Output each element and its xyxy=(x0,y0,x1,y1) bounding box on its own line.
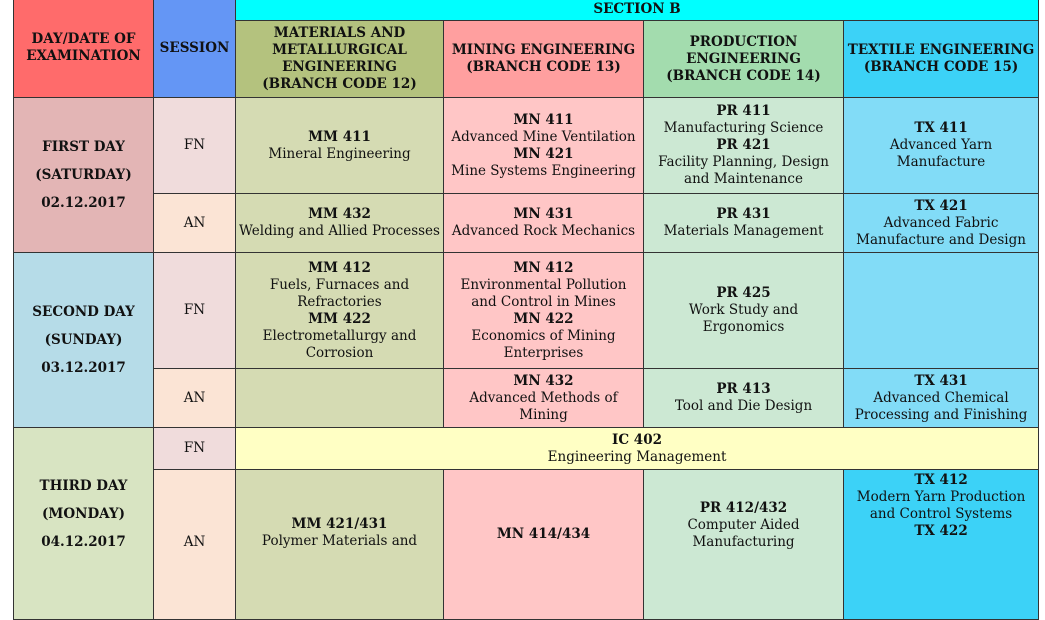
branch-header-mn: MINING ENGINEERING (BRANCH CODE 13) xyxy=(444,21,644,98)
branch-header-tx: TEXTILE ENGINEERING (BRANCH CODE 15) xyxy=(844,21,1039,98)
exam-cell-empty xyxy=(844,253,1039,369)
section-header: SECTION B xyxy=(236,0,1039,21)
exam-cell: PR 411 Manufacturing Science PR 421 Facility Planning, Design and Maintenance xyxy=(644,98,844,194)
exam-cell: MN 414/434 xyxy=(444,470,644,620)
exam-cell: PR 425 Work Study and Ergonomics xyxy=(644,253,844,369)
session-an: AN xyxy=(154,194,236,253)
branch-header-pr: PRODUCTION ENGINEERING (BRANCH CODE 14) xyxy=(644,21,844,98)
common-exam-cell: IC 402 Engineering Management xyxy=(236,428,1039,470)
day-cell: SECOND DAY (SUNDAY) 03.12.2017 xyxy=(14,253,154,428)
exam-cell: PR 431 Materials Management xyxy=(644,194,844,253)
exam-cell: MM 411 Mineral Engineering xyxy=(236,98,444,194)
day-date-header: DAY/DATE OF EXAMINATION xyxy=(14,0,154,98)
exam-cell: MN 411 Advanced Mine Ventilation MN 421 Mine Systems Engineering xyxy=(444,98,644,194)
session-fn: FN xyxy=(154,253,236,369)
exam-cell: TX 411 Advanced Yarn Manufacture xyxy=(844,98,1039,194)
exam-cell: TX 421 Advanced Fabric Manufacture and Design xyxy=(844,194,1039,253)
session-an: AN xyxy=(154,369,236,428)
exam-cell: PR 412/432 Computer Aided Manufacturing xyxy=(644,470,844,620)
day-cell: FIRST DAY (SATURDAY) 02.12.2017 xyxy=(14,98,154,253)
exam-cell: MN 412 Environmental Pollution and Control in Mines MN 422 Economics of Mining Enterprises xyxy=(444,253,644,369)
exam-cell: PR 413 Tool and Die Design xyxy=(644,369,844,428)
exam-cell: MM 412 Fuels, Furnaces and Refractories MM 422 Electrometallurgy and Corrosion xyxy=(236,253,444,369)
session-an: AN xyxy=(154,470,236,620)
exam-timetable xyxy=(13,0,1039,620)
session-header: SESSION xyxy=(154,0,236,98)
exam-cell: TX 431 Advanced Chemical Processing and Finishing xyxy=(844,369,1039,428)
exam-cell-empty xyxy=(236,369,444,428)
exam-cell: MM 432 Welding and Allied Processes xyxy=(236,194,444,253)
branch-header-mm: MATERIALS AND METALLURGICAL ENGINEERING (BRANCH CODE 12) xyxy=(236,21,444,98)
session-fn: FN xyxy=(154,428,236,470)
exam-cell: TX 412 Modern Yarn Production and Control Systems TX 422 xyxy=(844,470,1039,620)
exam-cell: MN 432 Advanced Methods of Mining xyxy=(444,369,644,428)
exam-cell: MM 421/431 Polymer Materials and xyxy=(236,470,444,620)
day-cell: THIRD DAY (MONDAY) 04.12.2017 xyxy=(14,428,154,620)
exam-cell: MN 431 Advanced Rock Mechanics xyxy=(444,194,644,253)
session-fn: FN xyxy=(154,98,236,194)
